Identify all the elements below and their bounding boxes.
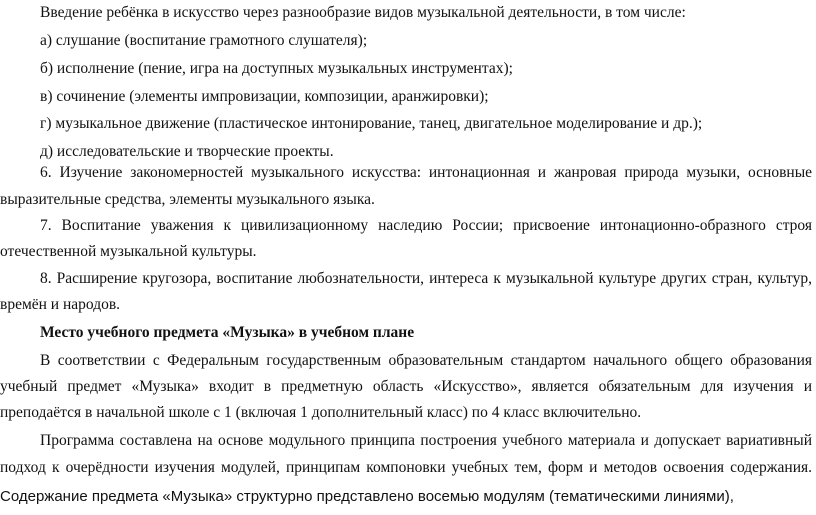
list-item-v: в) сочинение (элементы импровизации, композиции, аранжировки); (40, 88, 489, 105)
paragraph-7-line-1: 7. Воспитание уважения к цивилизационному наследию России; присвоение интонационно-образного строя (40, 217, 812, 234)
list-item-d: д) исследовательские и творческие проекты. (40, 143, 334, 160)
list-item-a: а) слушание (воспитание грамотного слушателя); (40, 32, 368, 49)
paragraph-8-line-1: 8. Расширение кругозора, воспитание любознательности, интереса к музыкальной культуре других стран, культур, (40, 270, 812, 287)
last-line: Содержание предмета «Музыка» структурно представлено восемью модулям (тематическими линиями), (0, 488, 734, 505)
list-item-b: б) исполнение (пение, игра на доступных музыкальных инструментах); (40, 60, 513, 77)
intro-line: Введение ребёнка в искусство через разнообразие видов музыкальной деятельности, в том числе: (40, 4, 686, 21)
paragraph-9-line-3: преподаётся в начальной школе с 1 (включая 1 дополнительный класс) по 4 класс включительно. (0, 404, 642, 421)
paragraph-9-line-2: учебный предмет «Музыка» входит в предметную область «Искусство», является обязательным для изучения и (0, 378, 812, 395)
paragraph-8-line-2: времён и народов. (0, 296, 121, 313)
paragraph-10-line-1: Программа составлена на основе модульного принципа построения учебного материала и допускает вариативный (40, 432, 812, 449)
section-heading: Место учебного предмета «Музыка» в учебном плане (40, 324, 415, 341)
paragraph-6-line-2: выразительные средства, элементы музыкального языка. (0, 191, 375, 208)
paragraph-10-line-2: подход к очерёдности изучения модулей, принципам компоновки учебных тем, форм и методов освоения содержания. (0, 459, 812, 476)
list-item-g: г) музыкальное движение (пластическое интонирование, танец, двигательное моделирование и др.); (40, 115, 703, 132)
paragraph-6-line-1: 6. Изучение закономерностей музыкального искусства: интонационная и жанровая природа музыки, основные (40, 164, 812, 181)
paragraph-9-line-1: В соответствии с Федеральным государственным образовательным стандартом начального общего образования (40, 352, 812, 369)
paragraph-7-line-2: отечественной музыкальной культуры. (0, 243, 257, 260)
